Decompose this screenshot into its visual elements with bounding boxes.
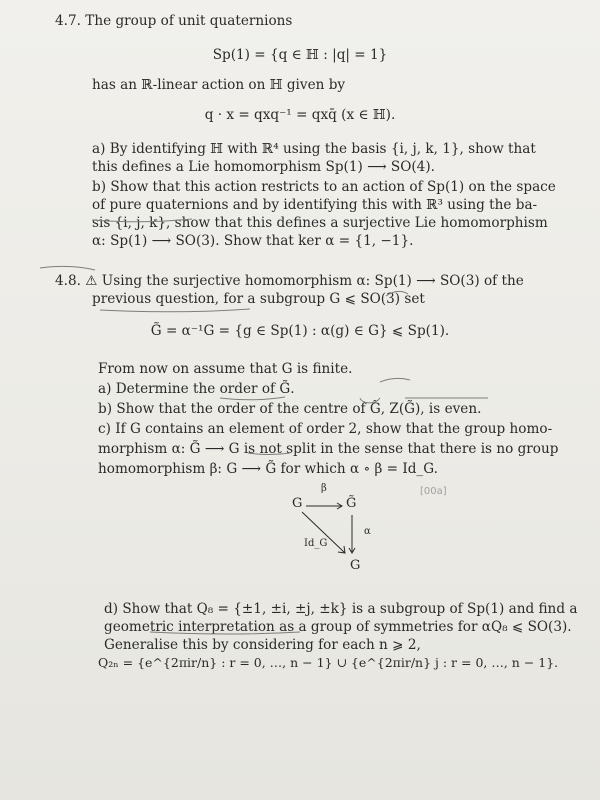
diagram-beta: β <box>321 483 327 494</box>
part-c-line-3: homomorphism β: G ⟶ G̃ for which α ∘ β = Id_G. <box>98 461 438 477</box>
exercise-number: 4.7. <box>55 13 81 29</box>
part-b: b) Show that the order of the centre of G̃, Z(G̃), is even. <box>98 401 482 417</box>
exercise-4-8-heading <box>55 272 524 290</box>
diagram-g: G <box>292 496 303 511</box>
exercise-4-7-heading <box>55 12 292 30</box>
part-b-line-1: b) Show that this action restricts to an action of Sp(1) on the space <box>92 179 556 195</box>
part-a-line-1: a) By identifying ℍ with ℝ⁴ using the basis {i, j, k, 1}, show that <box>92 141 536 157</box>
exercise-line-2: previous question, for a subgroup G ⩽ SO(3) set <box>92 291 425 307</box>
part-b-line-4: α: Sp(1) ⟶ SO(3). Show that ker α = {1, −1}. <box>92 233 414 249</box>
diagram-g-bottom: G <box>350 558 361 573</box>
assumption-line: From now on assume that G is finite. <box>98 361 353 377</box>
part-a: a) Determine the order of G̃. <box>98 381 295 397</box>
part-b-line-3: sis {i, j, k}, show that this defines a surjective Lie homomorphism <box>92 215 548 231</box>
part-d-line-2: geometric interpretation as a group of symmetries for αQ₈ ⩽ SO(3). <box>104 619 572 635</box>
part-a-line-2: this defines a Lie homomorphism Sp(1) ⟶ SO(4). <box>92 159 435 175</box>
part-c-line-1: c) If G contains an element of order 2, show that the group homo- <box>98 421 553 437</box>
formula-action: q · x = qxq⁻¹ = qxq̄ (x ∈ ℍ). <box>204 107 396 123</box>
paragraph-line: has an ℝ-linear action on ℍ given by <box>92 77 346 93</box>
diagram-id: Id_G <box>304 538 328 549</box>
part-b-line-2: of pure quaternions and by identifying this with ℝ³ using the ba- <box>92 197 538 213</box>
formula-q2n: Q₂ₙ = {e^{2πir/n} : r = 0, …, n − 1} ∪ {e^{2πir/n} j : r = 0, …, n − 1}. <box>98 655 559 670</box>
exercise-title: The group of unit quaternions <box>85 13 293 29</box>
diagram-alpha: α <box>364 526 371 537</box>
part-c-line-2: morphism α: G̃ ⟶ G is not split in the sense that there is no group <box>98 441 559 457</box>
handwritten-note: [00a] <box>420 486 447 497</box>
diagram-gtilde: G̃ <box>346 496 357 511</box>
part-d-line-1: d) Show that Q₈ = {±1, ±i, ±j, ±k} is a subgroup of Sp(1) and find a <box>104 601 578 617</box>
exercise-number: 4.8. <box>55 273 81 289</box>
formula-sp1: Sp(1) = {q ∈ ℍ : |q| = 1} <box>212 47 388 63</box>
exercise-line-1: Using the surjective homomorphism α: Sp(1) ⟶ SO(3) of the <box>101 273 524 289</box>
part-d-line-3: Generalise this by considering for each n ⩾ 2, <box>104 637 421 653</box>
warning-icon: ⚠ <box>85 273 98 289</box>
formula-gtilde: G̃ = α⁻¹G = {g ∈ Sp(1) : α(g) ∈ G} ⩽ Sp(1). <box>150 323 450 339</box>
